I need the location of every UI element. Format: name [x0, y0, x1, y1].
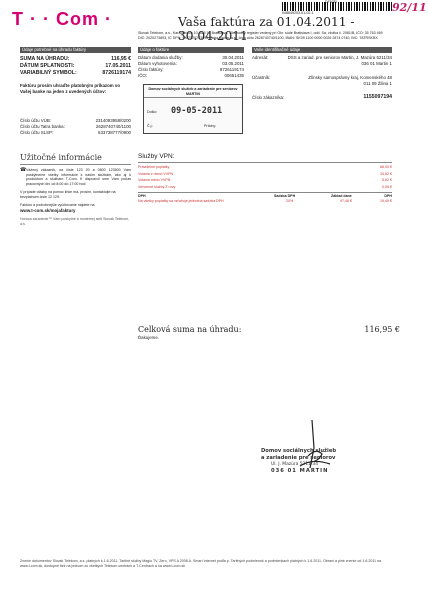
vpn-item: Volania mimo VVPN 5,62 €	[138, 178, 392, 183]
dph-row: Na všetky poplatky sa vzťahuje jednotná sadzba DPH 20% 97,46 € 19,49 €	[138, 199, 392, 204]
customer-section	[252, 47, 392, 100]
account-row: Číslo účtu Tatra banka: 2628740740/1100	[20, 124, 131, 129]
total-thanks: Ďakujeme.	[138, 335, 159, 340]
total-label: Celková suma na úhradu:	[138, 325, 242, 334]
vpn-section	[138, 153, 392, 204]
signature-stamp-line: 036 01 MARTIN	[271, 468, 329, 474]
stamp-attachments-label: Prílohy:	[204, 124, 217, 128]
payment-note: Faktúru prosím uhraďte platobným príkazom vo Vašej banke na jeden z uvedených účtov:	[20, 83, 121, 94]
customer-number-label: Číslo zákazníka:	[252, 95, 285, 100]
info-text-1: Vážený zákazník, na čísle 123 20 a 0800 123500 Vám poskytneme všetky informácie k našim službám, ako aj k produktom a službám T-Com. K dispozícii sme Vám počas pracovných dní od 8:00 do 17:00 hod.	[26, 168, 131, 186]
stamp-date: 09-05-2011	[171, 106, 223, 116]
invoice-title: Vaša faktúra za 01.04.2011 - 30.04.2011	[178, 15, 355, 43]
total-value: 116,95 €	[364, 325, 400, 334]
info-title: Užitočné informácie	[20, 153, 102, 162]
invoice-row: Dátum dodania služby: 30.04.2011	[138, 55, 244, 60]
vpn-divider	[138, 192, 392, 193]
vpn-divider	[138, 162, 392, 163]
signature-stamp-line: Domov sociálnych služieb	[261, 448, 337, 454]
invoice-section	[138, 47, 244, 79]
info-text-2: V prípade otázky na pomoc linke má, prosím, kontaktujte na bezplatnom čísle 12 129.	[20, 190, 116, 199]
handwritten-mark: 92/11	[392, 1, 427, 14]
signature-stamp-line: Ul. J. Mazúra 5211/34	[271, 462, 319, 467]
received-stamp	[143, 84, 243, 134]
company-line-2: DIČ: 2020273893, IČ DPH: SK 2020273893, Tatra banka, a.s., číslo účtu 2628740740/1100, IBAN: SK09 1100 0000 0026 2874 0740, BIC: TATRSKBX	[138, 36, 378, 40]
barcode	[282, 2, 392, 11]
total-section	[138, 325, 400, 341]
addressee: DSS a zariad. pre seniorov Martin, J. Mazúra 5211/34 036 01 Martin 1	[287, 55, 392, 66]
vpn-item: Vervenné služby Z rovy 0,06 €	[138, 184, 392, 189]
dph-header: DPH Sadzba DPH Základ dane DPH	[138, 194, 392, 199]
customer-number: 1155097194	[363, 94, 392, 100]
info-text-3: Faktúru a podrobnejšie vyúčtovanie nájdete na	[20, 202, 95, 207]
payment-header: Údaje potrebné na úhradu faktúry	[20, 47, 131, 53]
info-phone-icon: ☎	[20, 167, 27, 173]
invoice-header: Údaje o faktúre	[138, 47, 244, 53]
invoice-row: Dátum vyhotovenia: 03.05.2011	[138, 61, 244, 66]
signature-stamp	[261, 448, 361, 475]
total-row	[138, 325, 400, 334]
stamp-city: MARTIN	[186, 91, 200, 96]
t-com-logo: T · · Com ·	[12, 9, 112, 29]
subscriber-label: Účastník:	[252, 75, 271, 80]
account-row: Číslo účtu VÚB: 2314093958/0200	[20, 118, 131, 123]
addressee-label: Adresát:	[252, 55, 269, 60]
payment-section	[20, 47, 131, 95]
account-row: Číslo účtu SLSP: 633738777/0900	[20, 130, 131, 135]
vpn-item: Volania v rámci VVPN 34,52 €	[138, 171, 392, 176]
vpn-title: Služby VPN:	[138, 153, 175, 160]
useful-info	[20, 153, 131, 226]
doc-code: DF53FI	[325, 0, 337, 4]
stamp-org: Domov sociálnych služieb a zariadenie pre seniorov	[148, 87, 238, 91]
stamp-divider	[144, 97, 242, 98]
payment-row: SUMA NA ÚHRADU: 116,95 €	[20, 56, 131, 62]
bank-accounts	[20, 118, 131, 136]
footer-text: Znenie dokumentov Slovak Telekom, a.s. platných k 1.6.2011. Tarifné služby Magio TV, Zero, VPS A 2008 A. Smart Internet podľa p. Tarifných podmienok a podmienkach platných k 1.6.2011. Obraní a plné znenie od 1.6.2011 na www.t-com.sk, dostupné tiež na jednom zo všetkých Telekom centrách a T-Centrách a na www.t-com.sk	[20, 559, 382, 568]
stamp-number-label: Č.j.:	[147, 124, 154, 128]
info-footer: Horúca zaradenie™ Vám poskytne a modernej sieti Slovak Telekom, a.s.	[20, 217, 130, 226]
payment-row: VARIABILNÝ SYMBOL: 8726119174	[20, 70, 131, 76]
vpn-item: Pravidelné poplatky 68,00 €	[138, 165, 392, 169]
stamp-date-label: Došlo:	[147, 110, 158, 114]
subscriber: Zlínsky samosprávny kraj, Komenského 48 011 09 Žilina 1	[308, 75, 392, 86]
info-divider	[20, 164, 131, 165]
customer-header: Vaše identifikačné údaje	[252, 47, 392, 53]
invoice-row: IČO: 00651435	[138, 73, 244, 78]
signature-stamp-line: a zariadenie pre seniorov	[261, 455, 336, 461]
company-line-1: Slovak Telekom, a.s., Karadžičova 10, 825 13 Bratislava, Obchodný register vedený pri Okr. súde Bratislava I, odd. Sa, vložka č. 2081/B, IČO: 35 763 469	[138, 31, 383, 35]
info-link[interactable]: www.t-com.sk/mojafaktury	[20, 208, 76, 214]
payment-row: DÁTUM SPLATNOSTI: 17.05.2011	[20, 63, 131, 69]
invoice-row: Číslo faktúry: 8726119174	[138, 67, 244, 72]
doc-number: 048649203-01-02-1	[282, 11, 314, 15]
